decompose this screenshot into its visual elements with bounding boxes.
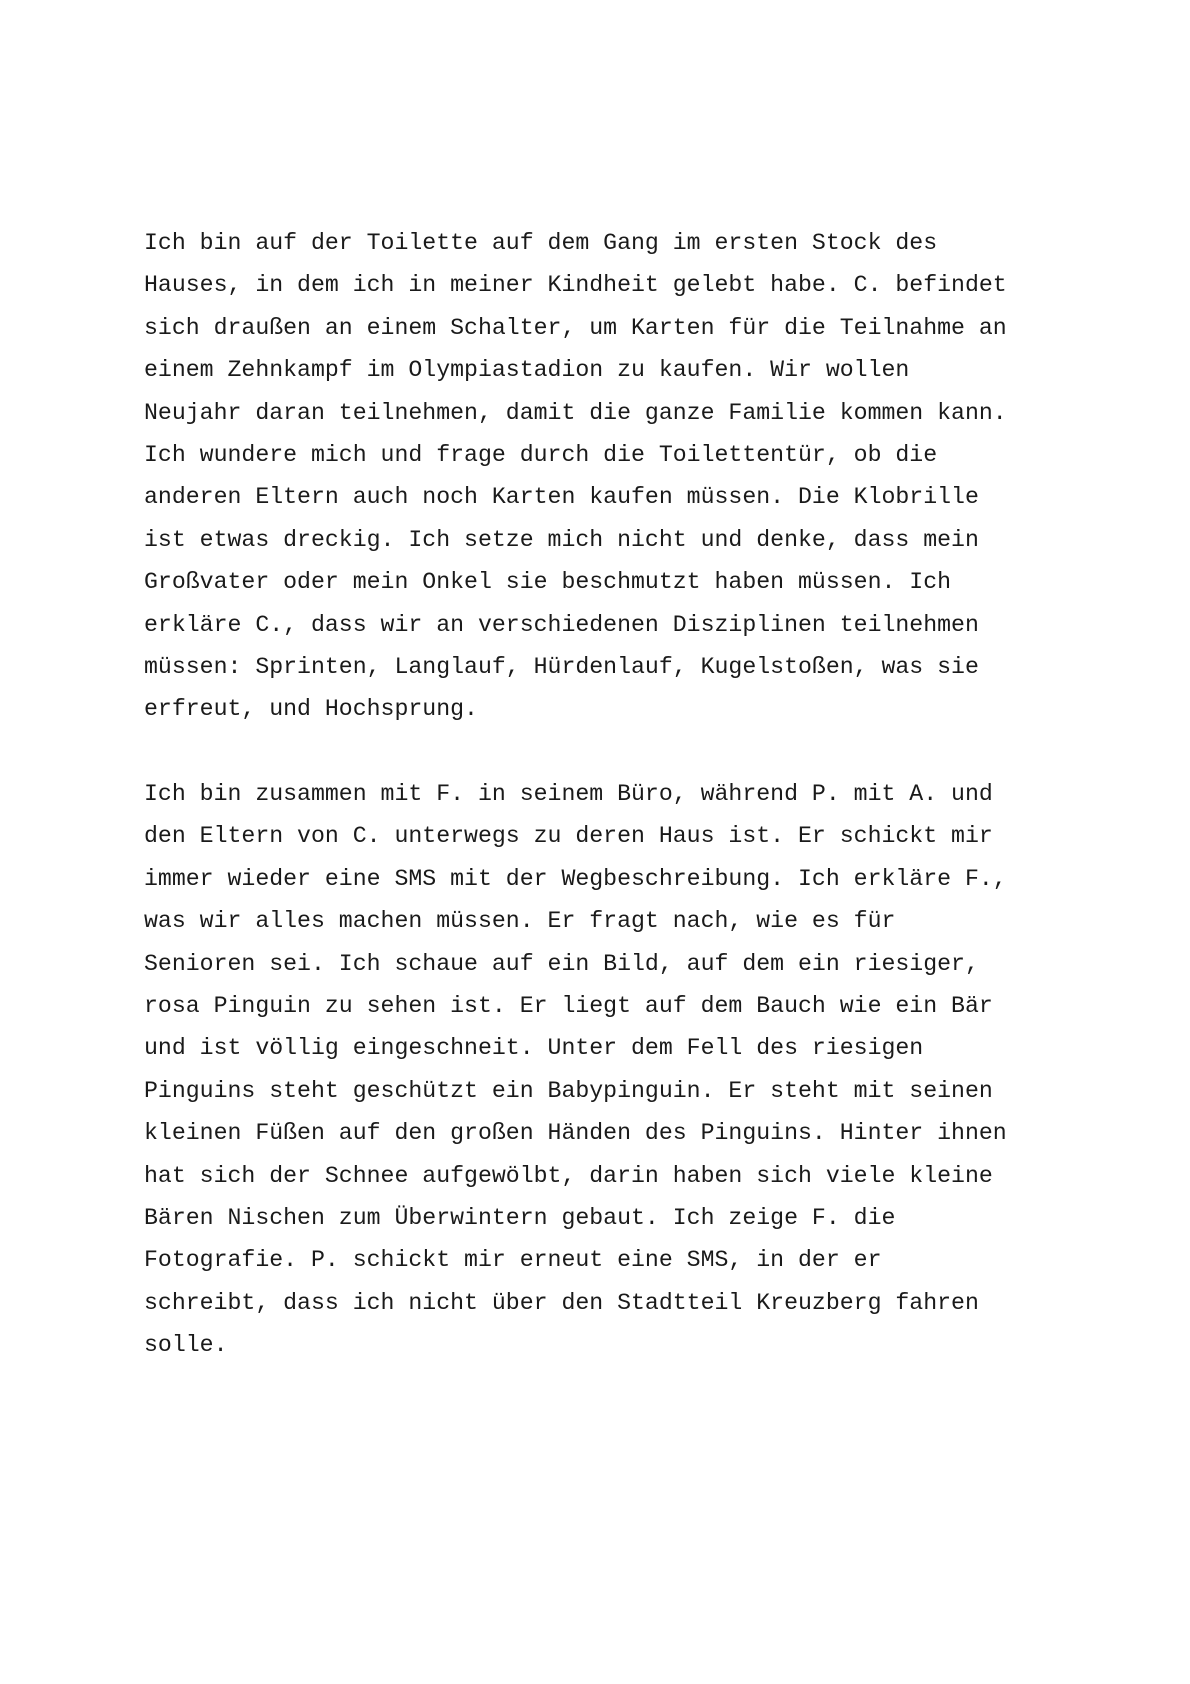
text-line: rosa Pinguin zu sehen ist. Er liegt auf dem Bauch wie ein Bär — [144, 993, 993, 1020]
text-line: Bären Nischen zum Überwintern gebaut. Ich zeige F. die — [144, 1204, 896, 1231]
text-line: erfreut, und Hochsprung. — [144, 696, 478, 723]
text-line: immer wieder eine SMS mit der Wegbeschreibung. Ich erkläre F., — [144, 865, 1007, 892]
text-line: und ist völlig eingeschneit. Unter dem Fell des riesigen — [144, 1035, 924, 1062]
text-line: kleinen Füßen auf den großen Händen des Pinguins. Hinter ihnen — [144, 1120, 1007, 1147]
text-line: anderen Eltern auch noch Karten kaufen müssen. Die Klobrille — [144, 484, 979, 511]
text-line: schreibt, dass ich nicht über den Stadtteil Kreuzberg fahren — [144, 1289, 979, 1316]
text-line: Fotografie. P. schickt mir erneut eine SMS, in der er — [144, 1247, 882, 1274]
text-line: Ich bin zusammen mit F. in seinem Büro, während P. mit A. und — [144, 781, 993, 808]
text-line: Hauses, in dem ich in meiner Kindheit gelebt habe. C. befindet — [144, 272, 1007, 299]
text-line: Neujahr daran teilnehmen, damit die ganze Familie kommen kann. — [144, 399, 1007, 426]
text-line: Senioren sei. Ich schaue auf ein Bild, auf dem ein riesiger, — [144, 950, 979, 977]
text-line: hat sich der Schnee aufgewölbt, darin haben sich viele kleine — [144, 1162, 993, 1189]
text-line: erkläre C., dass wir an verschiedenen Disziplinen teilnehmen — [144, 611, 979, 638]
text-line: Pinguins steht geschützt ein Babypinguin. Er steht mit seinen — [144, 1077, 993, 1104]
text-line: Ich bin auf der Toilette auf dem Gang im ersten Stock des — [144, 230, 938, 256]
paragraph-2 — [144, 773, 1064, 1366]
paragraph-spacer — [144, 731, 1064, 773]
text-line: müssen: Sprinten, Langlauf, Hürdenlauf, Kugelstoßen, was sie — [144, 653, 979, 680]
text-line: was wir alles machen müssen. Er fragt nach, wie es für — [144, 908, 896, 935]
text-line: ist etwas dreckig. Ich setze mich nicht und denke, dass mein — [144, 526, 979, 553]
text-line: solle. — [144, 1332, 228, 1359]
text-line: einem Zehnkampf im Olympiastadion zu kaufen. Wir wollen — [144, 357, 910, 384]
paragraph-1 — [144, 222, 1064, 731]
document-body — [144, 222, 1064, 1367]
text-line: Ich wundere mich und frage durch die Toilettentür, ob die — [144, 441, 938, 468]
text-line: den Eltern von C. unterwegs zu deren Haus ist. Er schickt mir — [144, 823, 993, 850]
text-line: Großvater oder mein Onkel sie beschmutzt haben müssen. Ich — [144, 569, 952, 596]
text-line: sich draußen an einem Schalter, um Karten für die Teilnahme an — [144, 314, 1007, 341]
